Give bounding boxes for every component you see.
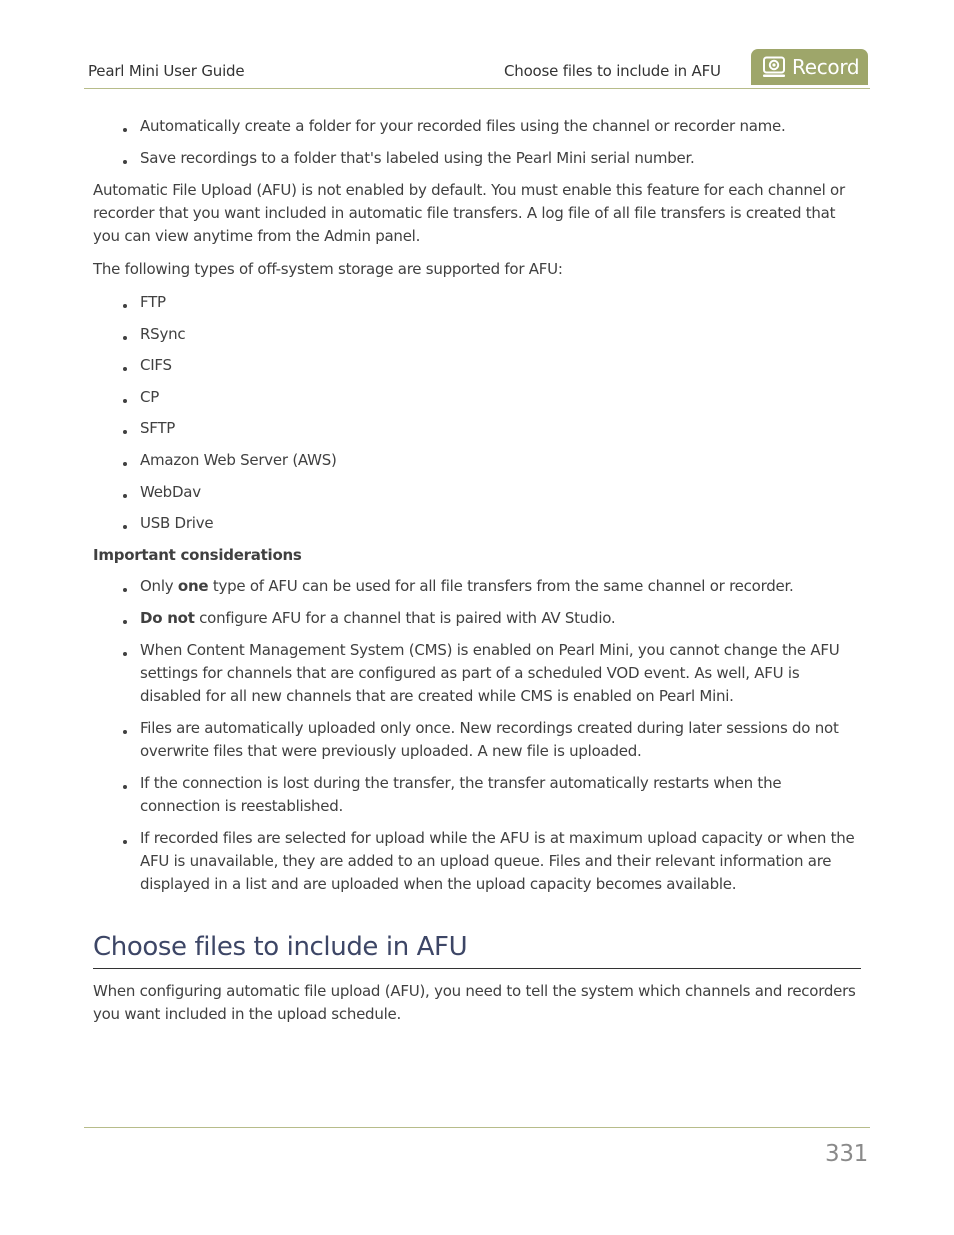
page-header	[84, 48, 870, 89]
paragraph-storage-types: The following types of off-system storage are supported for AFU:	[93, 260, 563, 278]
considerations-heading: Important considerations	[93, 545, 302, 564]
considerations-list	[93, 575, 861, 896]
emphasis-text: Do not	[140, 608, 195, 627]
list-item: Automatically create a folder for your recorded files using the channel or recorder name.	[140, 115, 861, 138]
list-item: USB Drive	[140, 512, 861, 535]
text-fragment: type of AFU can be used for all file transfers from the same channel or recorder.	[208, 576, 794, 595]
storage-type-list	[93, 291, 861, 535]
record-tab	[751, 49, 868, 85]
list-item: CP	[140, 386, 861, 409]
intro-bullet-list	[93, 115, 861, 170]
list-item: Amazon Web Server (AWS)	[140, 449, 861, 472]
page-number: 331	[825, 1141, 868, 1167]
section-paragraph: When configuring automatic file upload (AFU), you need to tell the system which channels and recorders you want included in the upload schedule.	[93, 981, 856, 1023]
list-item	[140, 607, 861, 630]
list-item: Files are automatically uploaded only once. New recordings created during later sessions do not overwrite files that were previously uploaded. A new file is uploaded.	[140, 717, 861, 763]
list-item: When Content Management System (CMS) is enabled on Pearl Mini, you cannot change the AFU settings for channels that are configured as part of a scheduled VOD event. As well, AFU is disabled for all new channels that are created while CMS is enabled on Pearl Mini.	[140, 639, 861, 708]
list-item: WebDav	[140, 481, 861, 504]
emphasis-text: one	[177, 576, 209, 595]
text-fragment: configure AFU for a channel that is paired with AV Studio.	[194, 608, 616, 627]
paragraph-afu-enable: Automatic File Upload (AFU) is not enabled by default. You must enable this feature for each channel or recorder that you want included in automatic file transfers. A log file of all file transfers is created that you can view anytime from the Admin panel.	[93, 181, 845, 245]
list-item: FTP	[140, 291, 861, 314]
guide-title: Pearl Mini User Guide	[88, 62, 245, 80]
list-item: Save recordings to a folder that's labeled using the Pearl Mini serial number.	[140, 147, 861, 170]
list-item	[140, 575, 861, 598]
list-item: If the connection is lost during the transfer, the transfer automatically restarts when the connection is reestablished.	[140, 772, 861, 818]
list-item: RSync	[140, 323, 861, 346]
page-content	[93, 115, 861, 1036]
record-label: Record	[792, 55, 860, 79]
record-camera-icon	[762, 56, 786, 78]
list-item: If recorded files are selected for upload while the AFU is at maximum upload capacity or when the AFU is unavailable, they are added to an upload queue. Files and their relevant information are displayed in a list and are uploaded when the upload capacity becomes available.	[140, 827, 861, 896]
section-heading: Choose files to include in AFU	[93, 930, 861, 969]
list-item: SFTP	[140, 417, 861, 440]
list-item: CIFS	[140, 354, 861, 377]
text-fragment: Only	[140, 576, 178, 595]
footer-divider	[84, 1127, 870, 1128]
header-section-title: Choose files to include in AFU	[504, 62, 721, 80]
